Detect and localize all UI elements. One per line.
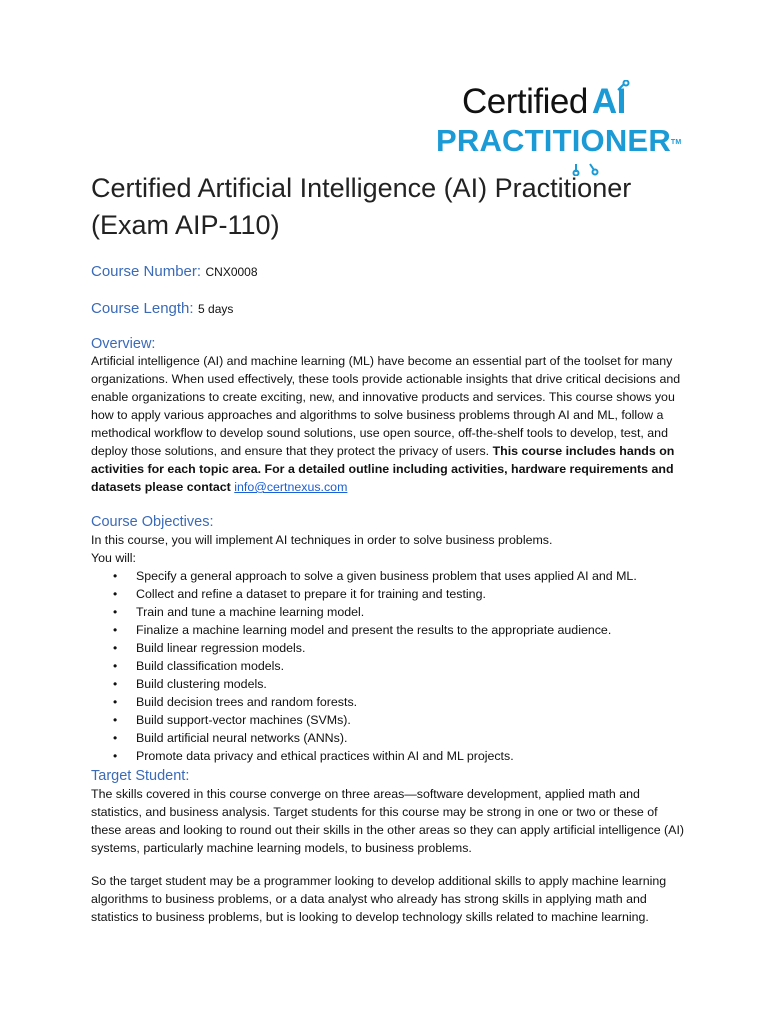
bullet-icon: •	[113, 749, 118, 763]
overview-body: Artificial intelligence (AI) and machine learning (ML) have become an essential part of the toolset for many organizations. When used effectively, these tools provide actionable insights that drive critical decisions and enable organizations to create exciting, new, and innovative products and services. This course shows you how to apply various approaches and algorithms to solve business problems through AI and ML, follow a methodical workflow to develop sound solutions, use open source, off-the-shelf tools to develop, test, and deploy those solutions, and ensure that they protect the privacy of users.	[91, 354, 681, 458]
bullet-icon: •	[113, 731, 118, 745]
objective-item	[91, 729, 691, 747]
objective-item	[91, 747, 691, 765]
objective-item	[91, 585, 691, 603]
objective-item	[91, 603, 691, 621]
target-student-paragraph-1: The skills covered in this course converge on three areas—software development, applied math and statistics, and business analysis. Target students for this course may be strong in one or two or these of these areas and looking to round out their skills in the other areas so they can apply artificial intelligence (AI) systems, particularly machine learning models, to business problems.	[91, 787, 685, 855]
objective-text: Build decision trees and random forests.	[136, 695, 358, 709]
objective-text: Finalize a machine learning model and present the results to the appropriate audience.	[136, 623, 612, 637]
certified-ai-practitioner-logo	[436, 80, 686, 176]
overview-bold-note: This course includes hands on activities for each topic area. For a detailed outline including activities, hardware requirements and datasets please contact	[91, 444, 675, 494]
bullet-icon: •	[113, 623, 118, 637]
overview-heading: Overview:	[91, 336, 156, 352]
objective-item	[91, 639, 691, 657]
objective-item	[91, 693, 691, 711]
objectives-list	[91, 567, 691, 765]
objectives-heading: Course Objectives:	[91, 514, 214, 530]
objective-text: Collect and refine a dataset to prepare it for training and testing.	[136, 587, 486, 601]
objective-text: Build support-vector machines (SVMs).	[136, 713, 351, 727]
objective-item	[91, 675, 691, 693]
target-student-heading: Target Student:	[91, 768, 190, 784]
objective-text: Train and tune a machine learning model.	[136, 605, 365, 619]
logo-ai-text: AI	[591, 82, 626, 121]
target-student-paragraph-2: So the target student may be a programmer looking to develop additional skills to apply machine learning algorithms to business problems, or a data analyst who already has strong skills in applying math and statistics to business problems, but is looking to develop technology skills related to machine learning.	[91, 874, 667, 924]
bullet-icon: •	[113, 569, 118, 583]
bullet-icon: •	[113, 641, 118, 655]
course-length-label: Course Length:	[91, 300, 194, 317]
objectives-you-will: You will:	[91, 551, 136, 565]
objective-item	[91, 657, 691, 675]
objective-text: Build artificial neural networks (ANNs).	[136, 731, 348, 745]
bullet-icon: •	[113, 659, 118, 673]
objective-text: Specify a general approach to solve a given business problem that uses applied AI and ML.	[136, 569, 637, 583]
contact-email-link[interactable]: info@certnexus.com	[234, 480, 348, 494]
objective-text: Promote data privacy and ethical practices within AI and ML projects.	[136, 749, 514, 763]
objective-text: Build classification models.	[136, 659, 285, 673]
course-number-label: Course Number:	[91, 263, 202, 280]
course-number-value: CNX0008	[205, 265, 258, 279]
bullet-icon: •	[113, 587, 118, 601]
logo-practitioner-text: PRACTITIONER	[436, 123, 671, 158]
objective-item	[91, 711, 691, 729]
overview-paragraph	[91, 352, 691, 496]
bullet-icon: •	[113, 605, 118, 619]
course-length-row	[91, 300, 233, 318]
objective-item	[91, 621, 691, 639]
bullet-icon: •	[113, 695, 118, 709]
objective-text: Build linear regression models.	[136, 641, 306, 655]
logo-certified-text: Certified	[462, 82, 588, 121]
objectives-intro: In this course, you will implement AI techniques in order to solve business problems.	[91, 533, 553, 547]
objective-text: Build clustering models.	[136, 677, 267, 691]
objective-item	[91, 567, 691, 585]
course-number-row	[91, 263, 258, 281]
course-length-value: 5 days	[198, 302, 234, 316]
page-title: Certified Artificial Intelligence (AI) Practitioner (Exam AIP-110)	[91, 173, 632, 240]
circuit-nodes-icon	[436, 80, 686, 176]
bullet-icon: •	[113, 677, 118, 691]
logo-trademark: TM	[670, 139, 682, 146]
bullet-icon: •	[113, 713, 118, 727]
